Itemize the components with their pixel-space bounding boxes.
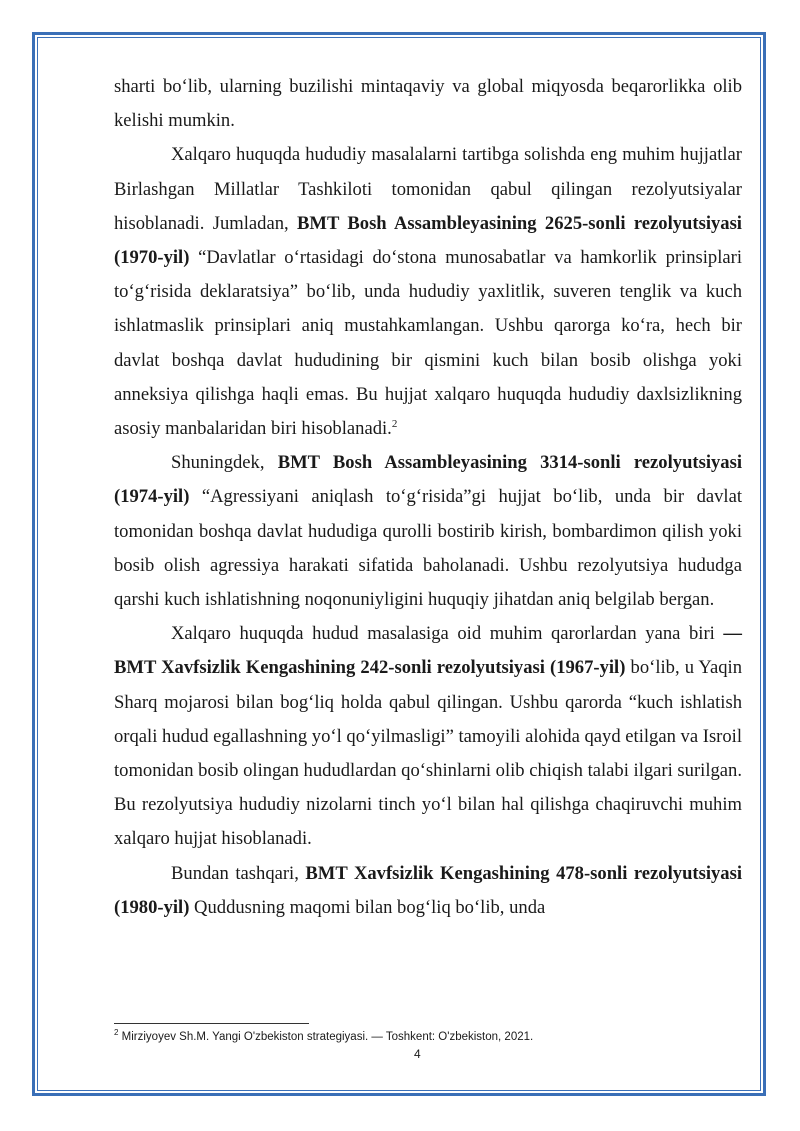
footnote-text: Mirziyoyev Sh.M. Yangi O'zbekiston strategiyasi. — Toshkent: O'zbekiston, 2021. xyxy=(118,1031,534,1043)
document-body xyxy=(114,70,742,925)
footnote-reference[interactable]: 2 xyxy=(391,417,398,430)
paragraph-1 xyxy=(114,70,742,138)
paragraph-4-lead: Xalqaro huquqda hudud masalasiga oid muhim qarorlardan yana biri xyxy=(171,623,724,645)
paragraph-1-text: sharti bo‘lib, ularning buzilishi mintaqaviy va global miqyosda beqarorlikka olib kelishi mumkin. xyxy=(114,76,742,132)
paragraph-5-lead: Bundan tashqari, xyxy=(171,862,306,884)
paragraph-5 xyxy=(114,857,742,925)
resolution-2625-title: BMT Bosh Assambleyasining 2625-sonli rezolyutsiyasi (1970-yil) xyxy=(114,212,742,269)
paragraph-3 xyxy=(114,446,742,617)
footnote-number: 2 xyxy=(114,1028,119,1038)
footnote-separator xyxy=(114,1023,309,1024)
paragraph-3-lead: Shuningdek, xyxy=(171,452,278,474)
paragraph-2-body: “Davlatlar o‘rtasidagi do‘stona munosabatlar va hamkorlik prinsiplari to‘g‘risida deklaratsiya” bo‘lib, unda hududiy yaxlitlik, suveren tenglik va kuch ishlatmaslik prinsiplari aniq mustahkamlangan. Ushbu qarorga ko‘ra, hech bir davlat boshqa davlat hududining bir qismini kuch bilan bosib olishga yoki anneksiya qilishga haqli emas. Bu hujjat xalqaro huquqda hududiy daxlsizlikning asosiy manbalaridan biri hisoblanadi. xyxy=(114,247,742,440)
resolution-3314-title: BMT Bosh Assambleyasining 3314-sonli rezolyutsiyasi (1974-yil) xyxy=(114,452,742,508)
paragraph-2-lead: Xalqaro huquqda hududiy masalalarni tartibga solishda eng muhim hujjatlar Birlashgan Millatlar Tashkiloti tomonidan qabul qilingan rezolyutsiyalar hisoblanadi. Jumladan, xyxy=(114,144,742,234)
paragraph-2 xyxy=(114,138,742,446)
page-number: 4 xyxy=(414,1047,421,1061)
paragraph-3-body: “Agressiyani aniqlash to‘g‘risida”gi hujjat bo‘lib, unda bir davlat tomonidan boshqa davlat hududiga qurolli bostirib kirish, bombardimon qilish yoki bosib olish agressiya harakati sifatida baholanadi. Ushbu rezolyutsiya hududga qarshi kuch ishlatishning noqonuniyligini huquqiy jihatdan aniq belgilab bergan. xyxy=(114,486,742,611)
resolution-242-title: — BMT Xavfsizlik Kengashining 242-sonli rezolyutsiyasi (1967-yil) xyxy=(114,623,742,679)
footnote xyxy=(114,1030,742,1045)
paragraph-4-body: bo‘lib, u Yaqin Sharq mojarosi bilan bog‘liq holda qabul qilingan. Ushbu qarorda “kuch ishlatish orqali hudud egallashning yo‘l qo‘yilmasligi” tamoyili alohida qayd etilgan va Isroil tomonidan bosib olingan hududlardan qo‘shinlarni olib chiqish talabi ilgari surilgan. Bu rezolyutsiya hududiy nizolarni tinch yo‘l bilan hal qilishga chaqiruvchi muhim xalqaro hujjat hisoblanadi. xyxy=(114,657,742,850)
paragraph-4 xyxy=(114,617,742,856)
paragraph-5-body: Quddusning maqomi bilan bog‘liq bo‘lib, unda xyxy=(189,896,546,918)
resolution-478-title: BMT Xavfsizlik Kengashining 478-sonli rezolyutsiyasi (1980-yil) xyxy=(114,862,742,918)
